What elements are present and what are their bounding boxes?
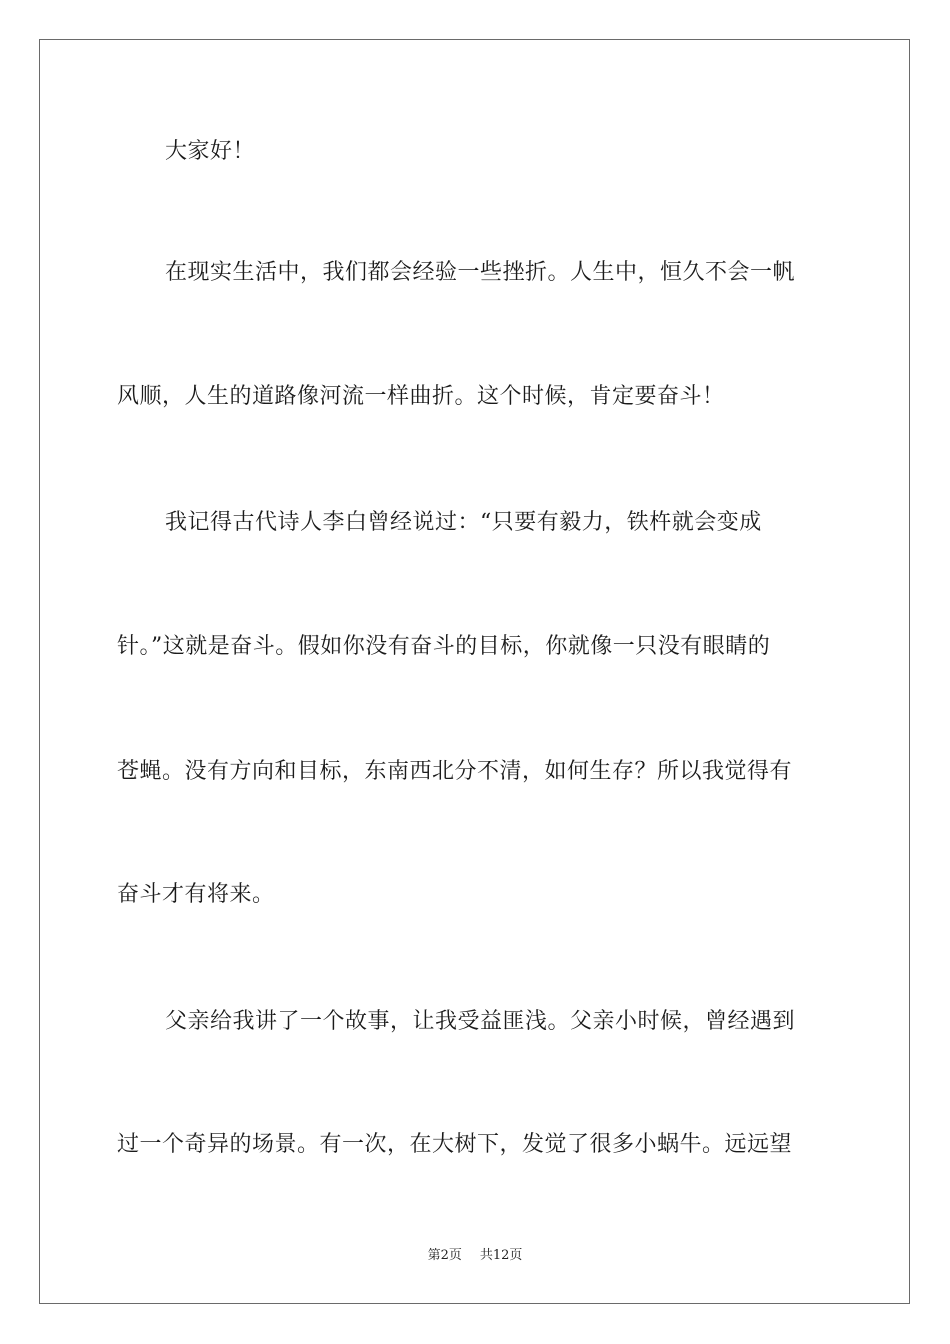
paragraph-2-line-3: 苍蝇。没有方向和目标，东南西北分不清，如何生存？所以我觉得有 bbox=[117, 759, 793, 784]
page-footer bbox=[0, 1248, 950, 1264]
page-number: 第2页 bbox=[427, 1248, 462, 1263]
paragraph-3-line-2: 过一个奇异的场景。有一次，在大树下，发觉了很多小蜗牛。远远望 bbox=[117, 1132, 793, 1157]
page-total: 共12页 bbox=[479, 1248, 523, 1263]
paragraph-1-line-2: 风顺，人生的道路像河流一样曲折。这个时候，肯定要奋斗！ bbox=[117, 384, 725, 409]
paragraph-2-line-2: 针。”这就是奋斗。假如你没有奋斗的目标，你就像一只没有眼睛的 bbox=[117, 634, 771, 659]
paragraph-2-line-1: 我记得古代诗人李白曾经说过：“只要有毅力，铁杵就会变成 bbox=[165, 510, 762, 535]
paragraph-2-line-4: 奋斗才有将来。 bbox=[117, 882, 275, 907]
paragraph-1-line-1: 在现实生活中，我们都会经验一些挫折。人生中，恒久不会一帆 bbox=[165, 260, 796, 285]
paragraph-3-line-1: 父亲给我讲了一个故事，让我受益匪浅。父亲小时候，曾经遇到 bbox=[165, 1009, 796, 1034]
page-frame bbox=[39, 39, 910, 1304]
greeting-line: 大家好！ bbox=[165, 139, 256, 164]
